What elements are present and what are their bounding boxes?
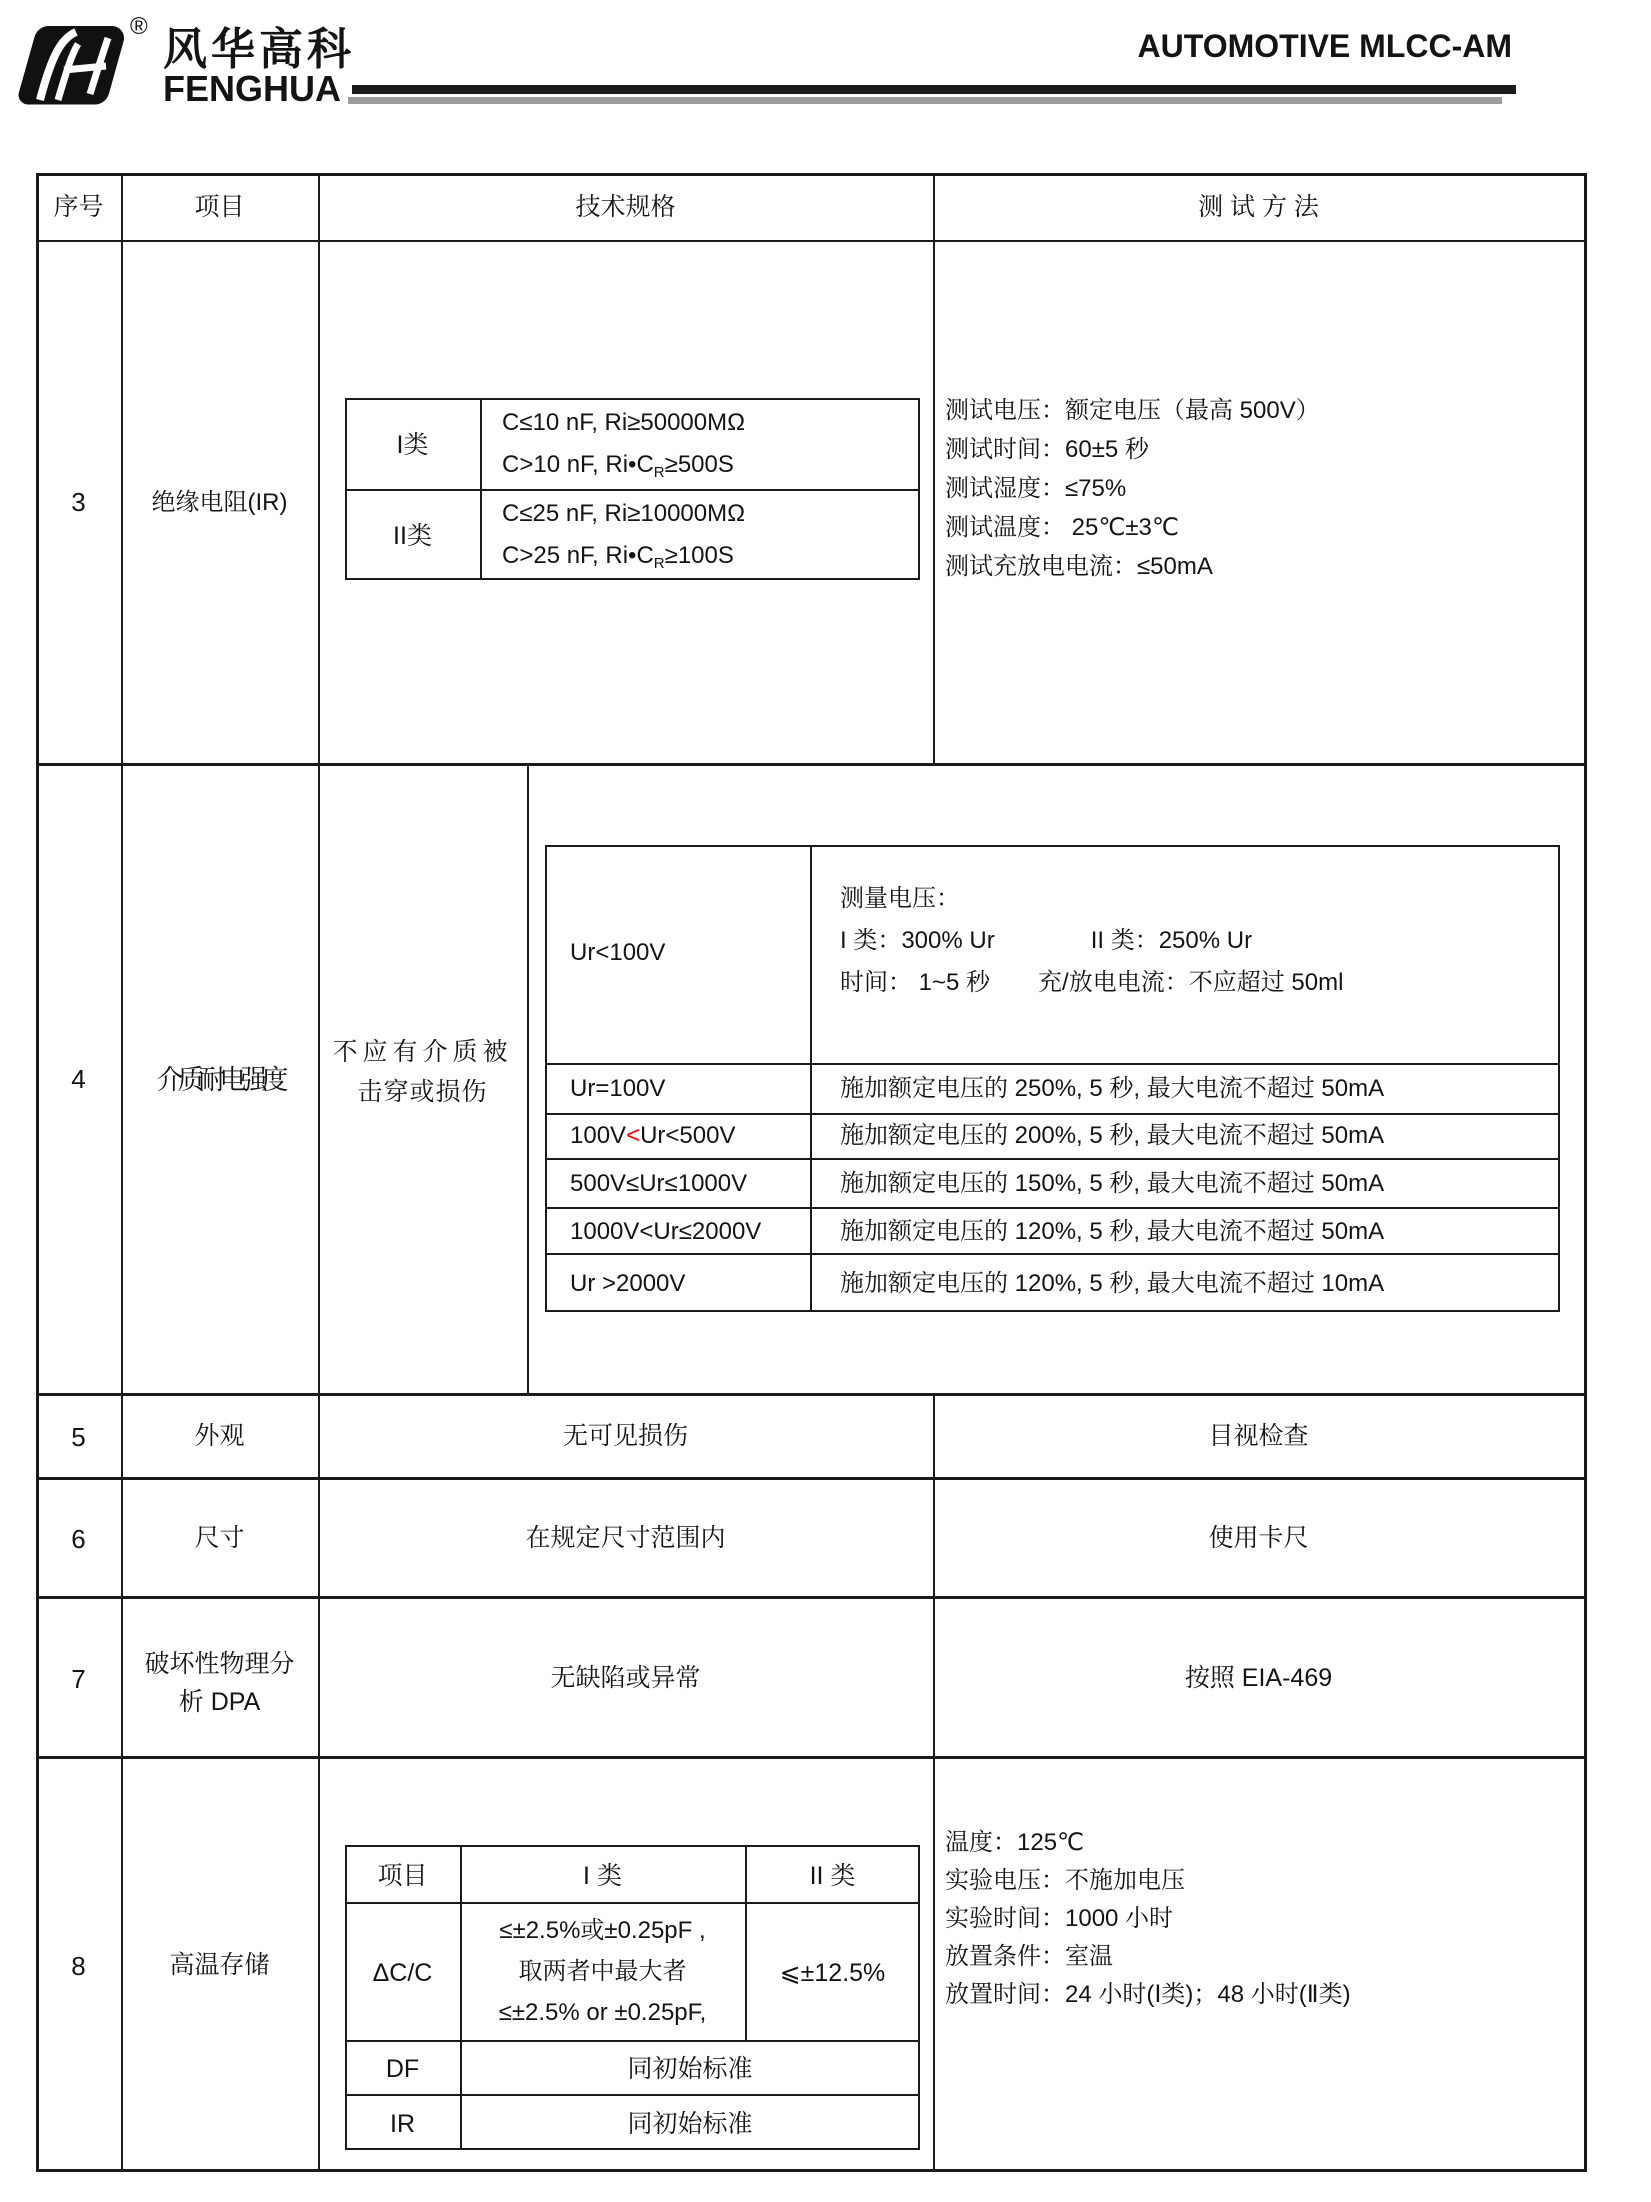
row3-class1-label: I类 xyxy=(396,431,429,459)
col-header-item: 项目 xyxy=(194,193,245,221)
row4-range-1: Ur<100V xyxy=(570,939,666,966)
row8-dcc-class1-line1: ≤±2.5%或±0.25pF , xyxy=(499,1917,706,1944)
row8-dcc-class1-line2: 取两者中最大者 xyxy=(518,1958,687,1985)
col-line-item-spec xyxy=(318,173,320,2172)
row8-nested-line3 xyxy=(345,2094,920,2096)
table-border-top xyxy=(36,173,1587,176)
row8-nested-header-class2: II 类 xyxy=(809,1862,856,1890)
row8-ir-label: IR xyxy=(390,2110,415,2138)
row-line-3-4 xyxy=(36,763,1587,766)
row3-method-line3: 测试湿度：≤75% xyxy=(945,475,1127,502)
row8-method-line4: 放置条件：室温 xyxy=(945,1943,1113,1970)
row8-nested-bottom xyxy=(345,2148,920,2150)
row8-method-line3: 实验时间：1000 小时 xyxy=(945,1905,1174,1932)
row6-spec: 在规定尺寸范围内 xyxy=(525,1524,726,1552)
row4-desc-3: 施加额定电压的 200%, 5 秒, 最大电流不超过 50mA xyxy=(840,1122,1385,1149)
row7-item: 破坏性物理分析 DPA xyxy=(144,1650,295,1716)
row4-desc-4: 施加额定电压的 150%, 5 秒, 最大电流不超过 50mA xyxy=(840,1170,1385,1197)
row5-no: 5 xyxy=(71,1422,86,1452)
row6-item: 尺寸 xyxy=(194,1524,245,1552)
row8-no: 8 xyxy=(71,1951,86,1981)
row4-range-5: 1000V<Ur≤2000V xyxy=(570,1218,762,1245)
row4-condition-line1: 不应有介质被 xyxy=(332,1038,513,1066)
row4-nested-divider xyxy=(810,845,812,1312)
row8-item: 高温存储 xyxy=(169,1951,270,1979)
row8-nested-header-item: 项目 xyxy=(377,1862,428,1890)
row4-range-4: 500V≤Ur≤1000V xyxy=(570,1170,748,1197)
row7-no: 7 xyxy=(71,1664,86,1694)
row8-nested-top xyxy=(345,1845,920,1847)
row3-nested-left xyxy=(345,398,347,580)
row3-method-line2: 测试时间：60±5 秒 xyxy=(945,436,1149,463)
row3-nested-right xyxy=(918,398,920,580)
row4-desc-2: 施加额定电压的 250%, 5 秒, 最大电流不超过 50mA xyxy=(840,1075,1385,1102)
row8-nested-header-class1: I 类 xyxy=(583,1862,622,1890)
row3-class2-line2: C>25 nF, $Ri•C_R\ge 100S$ xyxy=(502,542,734,572)
row-line-7-8 xyxy=(36,1756,1587,1759)
row4-nested-left xyxy=(545,845,547,1312)
red-less-than-sign: < xyxy=(626,1122,641,1149)
row3-method-line5: 测试充放电电流：≤50mA xyxy=(945,553,1213,580)
row8-nested-line1 xyxy=(345,1902,920,1904)
row-line-4-5 xyxy=(36,1393,1587,1396)
row5-item: 外观 xyxy=(194,1422,245,1450)
row8-ir-value: 同初始标准 xyxy=(627,2110,753,2138)
row8-dcc-class1-line3: ≤±2.5% or ±0.25pF, xyxy=(498,1999,707,2026)
row4-range-3: 100V<Ur<500V xyxy=(570,1122,736,1149)
row4-nested-line2 xyxy=(545,1113,1560,1115)
row4-condition-cell-border xyxy=(527,763,529,1393)
row5-method: 目视检查 xyxy=(1208,1422,1309,1450)
row4-nested-line3 xyxy=(545,1158,1560,1160)
row3-nested-mid xyxy=(345,489,920,491)
row4-condition-line2: 击穿或损伤 xyxy=(357,1078,488,1106)
row4-desc-5: 施加额定电压的 120%, 5 秒, 最大电流不超过 50mA xyxy=(840,1218,1385,1245)
row6-no: 6 xyxy=(71,1524,86,1554)
row4-no: 4 xyxy=(71,1064,86,1094)
col-line-no-item xyxy=(121,173,123,2172)
row3-no: 3 xyxy=(71,487,86,517)
row5-spec: 无可见损伤 xyxy=(562,1422,688,1450)
row3-class1-line2: C>10 nF, $Ri•C_R\ge 500S$ xyxy=(502,451,734,481)
row4-desc-6: 施加额定电压的 120%, 5 秒, 最大电流不超过 10mA xyxy=(840,1270,1385,1297)
row3-nested-divider xyxy=(480,398,482,580)
table-border-bottom xyxy=(36,2169,1587,2172)
row8-nested-line2 xyxy=(345,2040,920,2042)
row6-method: 使用卡尺 xyxy=(1208,1524,1309,1552)
row4-nested-bottom xyxy=(545,1310,1560,1312)
row8-df-label: DF xyxy=(385,2055,420,2083)
row3-nested-bottom xyxy=(345,578,920,580)
row4-nested-line1 xyxy=(545,1063,1560,1065)
logo-chinese-text: 风华高科 xyxy=(163,25,355,74)
table-border-left xyxy=(36,173,39,2172)
row4-v1-line1: 测量电压： xyxy=(840,885,960,912)
row4-item: 介质耐电强度 xyxy=(156,1065,283,1095)
col-header-spec: 技术规格 xyxy=(575,193,676,221)
row8-dcc-label: ΔC/C xyxy=(372,1959,433,1987)
row-line-5-6 xyxy=(36,1477,1587,1480)
row4-range-2: Ur=100V xyxy=(570,1075,666,1102)
row8-method-line2: 实验电压：不施加电压 xyxy=(945,1867,1185,1894)
row3-class1-line1: C≤10 nF, Ri≥50000MΩ xyxy=(502,409,746,436)
row3-class2-line1: C≤25 nF, Ri≥10000MΩ xyxy=(502,500,746,527)
table-border-right xyxy=(1584,173,1587,2172)
col-line-spec-method-lower xyxy=(933,1393,935,2172)
row4-v1-line2: I 类：300% Ur II 类：250% Ur xyxy=(840,927,1253,954)
row8-method-line5: 放置时间：24 小时(Ⅰ类)；48 小时(Ⅱ类) xyxy=(945,1981,1351,2008)
row8-df-value: 同初始标准 xyxy=(627,2055,753,2083)
row4-v1-line3: 时间： 1~5 秒 充/放电电流：不应超过 50ml xyxy=(840,969,1344,996)
row3-method-line4: 测试温度： 25℃±3℃ xyxy=(945,514,1179,541)
row-line-header xyxy=(36,240,1587,242)
header-rule-black xyxy=(352,85,1516,94)
col-line-spec-method-upper xyxy=(933,173,935,763)
header-rule-gray xyxy=(348,97,1502,104)
row4-range-6: Ur >2000V xyxy=(570,1270,686,1297)
row3-class2-label: II类 xyxy=(393,522,432,550)
row3-item: 绝缘电阻(IR) xyxy=(151,489,288,516)
row3-nested-top xyxy=(345,398,920,400)
logo-latin-text: FENGHUA xyxy=(163,68,341,109)
trademark-symbol: ® xyxy=(130,13,148,40)
row8-dcc-class2-value: ⩽±12.5% xyxy=(779,1959,886,1987)
col-header-method: 测 试 方 法 xyxy=(1198,193,1319,221)
row4-nested-right xyxy=(1558,845,1560,1312)
row3-method-line1: 测试电压：额定电压（最高 500V） xyxy=(945,397,1320,424)
row4-nested-top xyxy=(545,845,1560,847)
row-line-6-7 xyxy=(36,1596,1587,1599)
page-title: AUTOMOTIVE MLCC-AM xyxy=(1137,28,1512,64)
row4-nested-line4 xyxy=(545,1207,1560,1209)
row7-method: 按照 EIA-469 xyxy=(1184,1664,1333,1692)
row7-spec: 无缺陷或异常 xyxy=(550,1664,701,1692)
fenghua-logo-icon xyxy=(18,24,130,108)
row8-method-line1: 温度：125℃ xyxy=(945,1829,1084,1856)
row4-nested-line5 xyxy=(545,1253,1560,1255)
col-header-no: 序号 xyxy=(53,193,104,221)
